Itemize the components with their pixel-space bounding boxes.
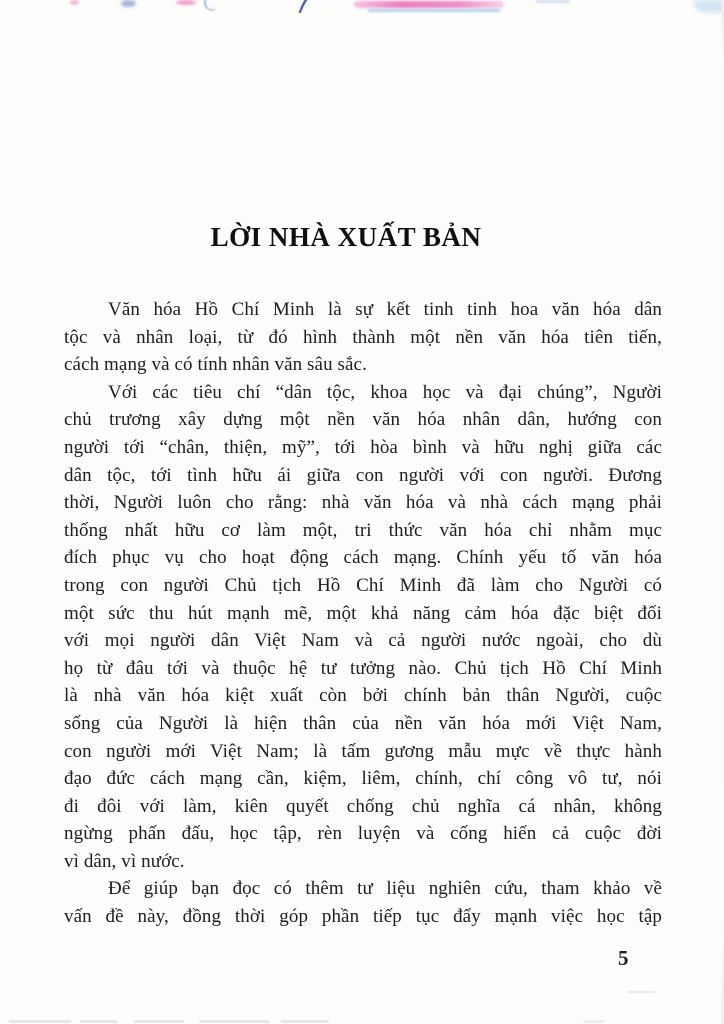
ink-smudge-icon bbox=[70, 0, 79, 5]
scan-noise-dash bbox=[9, 1020, 71, 1023]
text-line: với mọi người dân Việt Nam và cả người nước ngoài, cho dù bbox=[64, 630, 662, 652]
text-line: chủ trương xây dựng một nền văn hóa nhân dân, hướng con bbox=[64, 409, 662, 431]
ink-smudge-icon bbox=[536, 0, 570, 3]
text-line: thống nhất hữu cơ làm một, tri thức văn hóa chỉ nhằm mục bbox=[64, 519, 662, 541]
text-line: Với các tiêu chí “dân tộc, khoa học và đại chúng”, Người bbox=[108, 381, 662, 403]
text-line: đi đôi với làm, kiên quyết chống chủ nghĩa cá nhân, không bbox=[64, 795, 662, 817]
text-line: con người mới Việt Nam; là tấm gương mẫu mực về thực hành bbox=[64, 740, 662, 762]
text-line: sống của Người là hiện thân của nền văn hóa mới Việt Nam, bbox=[64, 712, 662, 734]
page-title: LỜI NHÀ XUẤT BẢN bbox=[210, 222, 482, 252]
ink-smudge-icon bbox=[121, 0, 136, 7]
text-line: đạo đức cách mạng cần, kiệm, liêm, chính, chí công vô tư, nói bbox=[64, 768, 662, 790]
text-line: vấn đề này, đồng thời góp phần tiếp tục đẩy mạnh việc học tập bbox=[64, 906, 662, 928]
text-line: trong con người Chủ tịch Hồ Chí Minh đã làm cho Người có bbox=[64, 574, 662, 596]
text-line: là nhà văn hóa kiệt xuất còn bởi chính bản thân Người, cuộc bbox=[64, 685, 662, 707]
highlighter-streak-icon bbox=[354, 1, 504, 8]
scan-noise-dash bbox=[628, 991, 655, 993]
text-line: ngừng phấn đấu, học tập, rèn luyện và cống hiến cả cuộc đời bbox=[64, 823, 662, 845]
page-number: 5 bbox=[618, 946, 629, 970]
text-line: thời, Người luôn cho rằng: nhà văn hóa và nhà cách mạng phải bbox=[64, 492, 662, 514]
ink-smudge-icon bbox=[694, 0, 724, 13]
scan-noise-dash bbox=[281, 1020, 329, 1023]
scan-noise-dash bbox=[80, 1020, 118, 1023]
ink-smudge-icon bbox=[368, 9, 500, 12]
text-line: người tới “chân, thiện, mỹ”, tới hòa bình và hữu nghị giữa các bbox=[64, 436, 662, 458]
pen-stroke-icon bbox=[296, 0, 310, 13]
text-line: tộc và nhân loại, từ đó hình thành một nền văn hóa tiên tiến, bbox=[64, 326, 662, 348]
ink-smudge-icon bbox=[176, 0, 196, 5]
text-line: cách mạng và có tính nhân văn sâu sắc. bbox=[64, 354, 367, 376]
scan-noise-dash bbox=[134, 1020, 184, 1023]
text-line: Để giúp bạn đọc có thêm tư liệu nghiên cứu, tham khảo về bbox=[108, 878, 662, 900]
text-line: họ từ đâu tới và thuộc hệ tư tưởng nào. Chủ tịch Hồ Chí Minh bbox=[64, 657, 662, 679]
ink-smudge-icon bbox=[204, 0, 215, 11]
text-line: đích phục vụ cho hoạt động cách mạng. Chính yếu tố văn hóa bbox=[64, 547, 662, 569]
text-line: Văn hóa Hồ Chí Minh là sự kết tinh tinh hoa văn hóa dân bbox=[108, 299, 662, 320]
text-line: vì dân, vì nước. bbox=[64, 850, 185, 872]
text-line: dân tộc, tới tình hữu ái giữa con người với con người. Đương bbox=[64, 464, 662, 486]
scan-noise-dash bbox=[199, 1020, 270, 1023]
scan-noise-dash bbox=[583, 1020, 605, 1023]
body-text bbox=[64, 296, 662, 931]
text-line: một sức thu hút mạnh mẽ, một khả năng cảm hóa đặc biệt đối bbox=[64, 602, 662, 624]
